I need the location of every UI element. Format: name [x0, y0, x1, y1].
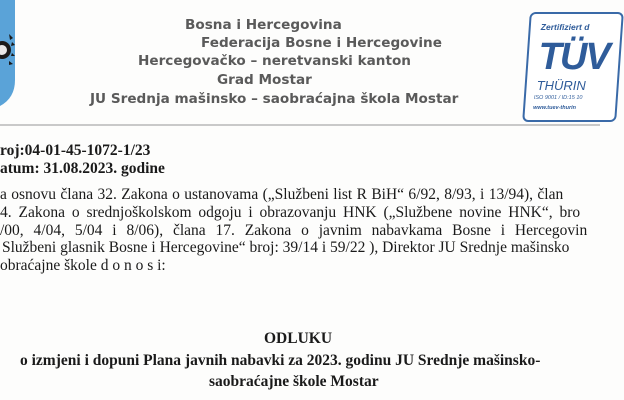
paragraph-line: a osnovu člana 32. Zakona o ustanovama („Službeni list R BiH“ 6/92, 8/93, i 13/94), član — [0, 186, 564, 203]
decision-subtitle-line: saobraćajne škole Mostar — [209, 373, 379, 390]
header-divider — [0, 124, 600, 126]
document-date: atum: 31.08.2023. godine — [0, 160, 165, 177]
header-line-canton: Hercegovačko – neretvanski kanton — [138, 53, 411, 69]
coat-of-arms-logo — [0, 0, 16, 106]
header-line-school: JU Srednja mašinsko – saobraćajna škola Mostar — [90, 91, 459, 107]
decision-subtitle-line: o izmjeni i dopuni Plana javnih nabavki za 2023. godinu JU Srednje mašinsko- — [20, 352, 541, 369]
tuv-url: www.tuev-thurin — [533, 105, 577, 111]
decision-title: ODLUKU — [264, 330, 333, 347]
paragraph-line: /00, 4/04, 5/04 i 8/06), člana 17. Zakona o javnim nabavkama Bosne i Hercegovin — [0, 222, 588, 239]
paragraph-line: obraćajne škole d o n o s i: — [0, 257, 166, 274]
paragraph-line: Službeni glasnik Bosne i Hercegovine“ broj: 39/14 i 59/22 ), Direktor JU Srednje mašinsko — [2, 239, 570, 256]
header-line-country: Bosna i Hercegovina — [185, 17, 342, 33]
document-number: roj:04-01-45-1072-1/23 — [0, 142, 151, 159]
tuv-certificate-logo — [522, 12, 624, 122]
tuv-top-text: Zertifiziert d — [540, 22, 590, 32]
header-line-city: Grad Mostar — [217, 72, 312, 88]
paragraph-line: 4. Zakona o srednjoškolskom odgoju i obrazovanju HNK („Službene novine HNK“, bro — [0, 204, 581, 221]
tuv-region: THÜRIN — [536, 78, 586, 93]
tuv-iso: ISO 9001 / ID:15 10 — [533, 95, 583, 101]
tuv-brand: TÜV — [538, 36, 609, 78]
header-line-federation: Federacija Bosne i Hercegovine — [201, 35, 442, 51]
